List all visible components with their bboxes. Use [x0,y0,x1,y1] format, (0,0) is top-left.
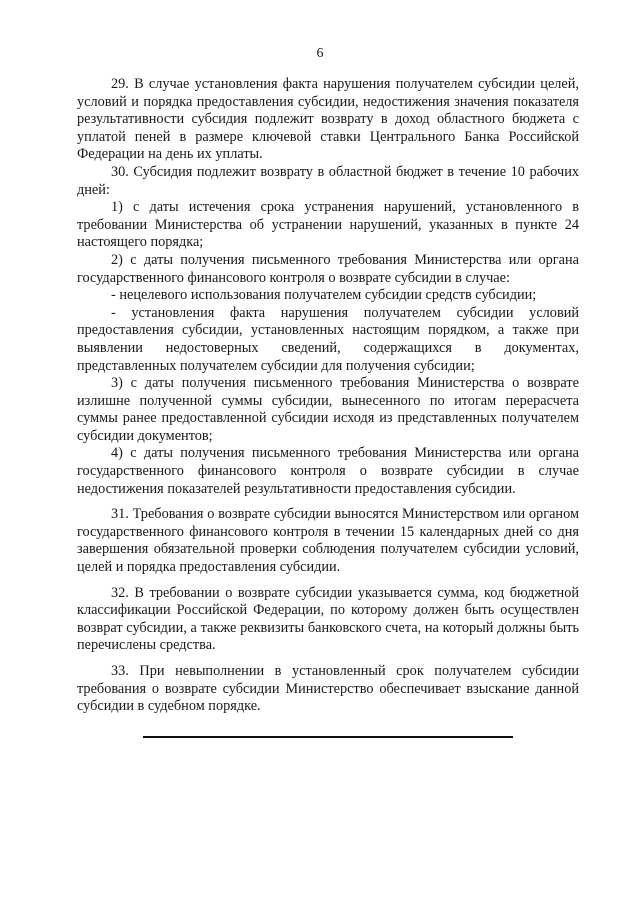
document-body [77,76,579,716]
page-number: 6 [316,46,324,61]
paragraph-31: 31. Требования о возврате субсидии выносятся Министерством или органом государственного финансового контроля в течении 15 календарных дней со дня завершения обязательной проверки соблюдения получателем субсидии условий, целей и порядка предоставления субсидии. [77,506,579,576]
paragraph-30-item-2-dash-1: - нецелевого использования получателем субсидии средств субсидии; [111,287,537,304]
paragraph-30-item-2: 2) с даты получения письменного требования Министерства или органа государственного финансового контроля о возврате субсидии в случае: [77,251,579,286]
paragraph-30-item-4: 4) с даты получения письменного требования Министерства или органа государственного финансового контроля о возврате субсидии в случае недостижения показателей результативности предоставления субсидии. [77,445,579,497]
paragraph-30-item-3: 3) с даты получения письменного требования Министерства о возврате излишне полученной суммы субсидии, вынесенного по итогам перерасчета суммы ранее предоставленной субсидии исходя из представленных получателем субсидии документов; [77,375,579,444]
paragraph-33: 33. При невыполнении в установленный срок получателем субсидии требования о возврате субсидии Министерство обеспечивает взыскание данной субсидии в судебном порядке. [77,663,579,715]
paragraph-30: 30. Субсидия подлежит возврату в областной бюджет в течение 10 рабочих дней: [77,163,579,198]
paragraph-32: 32. В требовании о возврате субсидии указывается сумма, код бюджетной классификации Российской Федерации, по которому должен быть осуществлен возврат субсидии, а также реквизиты банковского счета, на который должны быть перечислены средства. [77,584,579,654]
paragraph-30-item-1: 1) с даты истечения срока устранения нарушений, установленного в требовании Министерства об устранении нарушений, указанных в пункте 24 настоящего порядка; [77,199,579,251]
end-of-document-rule [143,736,513,738]
paragraph-30-item-2-dash-2: - установления факта нарушения получателем субсидии условий предоставления субсидии, установленных настоящим порядком, а также при выявлении недостоверных сведений, содержащихся в документах, представленных получателем субсидии для получения субсидии; [77,304,579,374]
paragraph-29: 29. В случае установления факта нарушения получателем субсидии целей, условий и порядка предоставления субсидии, недостижения значения показателя результативности субсидия подлежит возврату в доход областного бюджета с уплатой пеней в размере ключевой ставки Центрального Банка Российской Федерации на день их уплаты. [77,76,579,163]
